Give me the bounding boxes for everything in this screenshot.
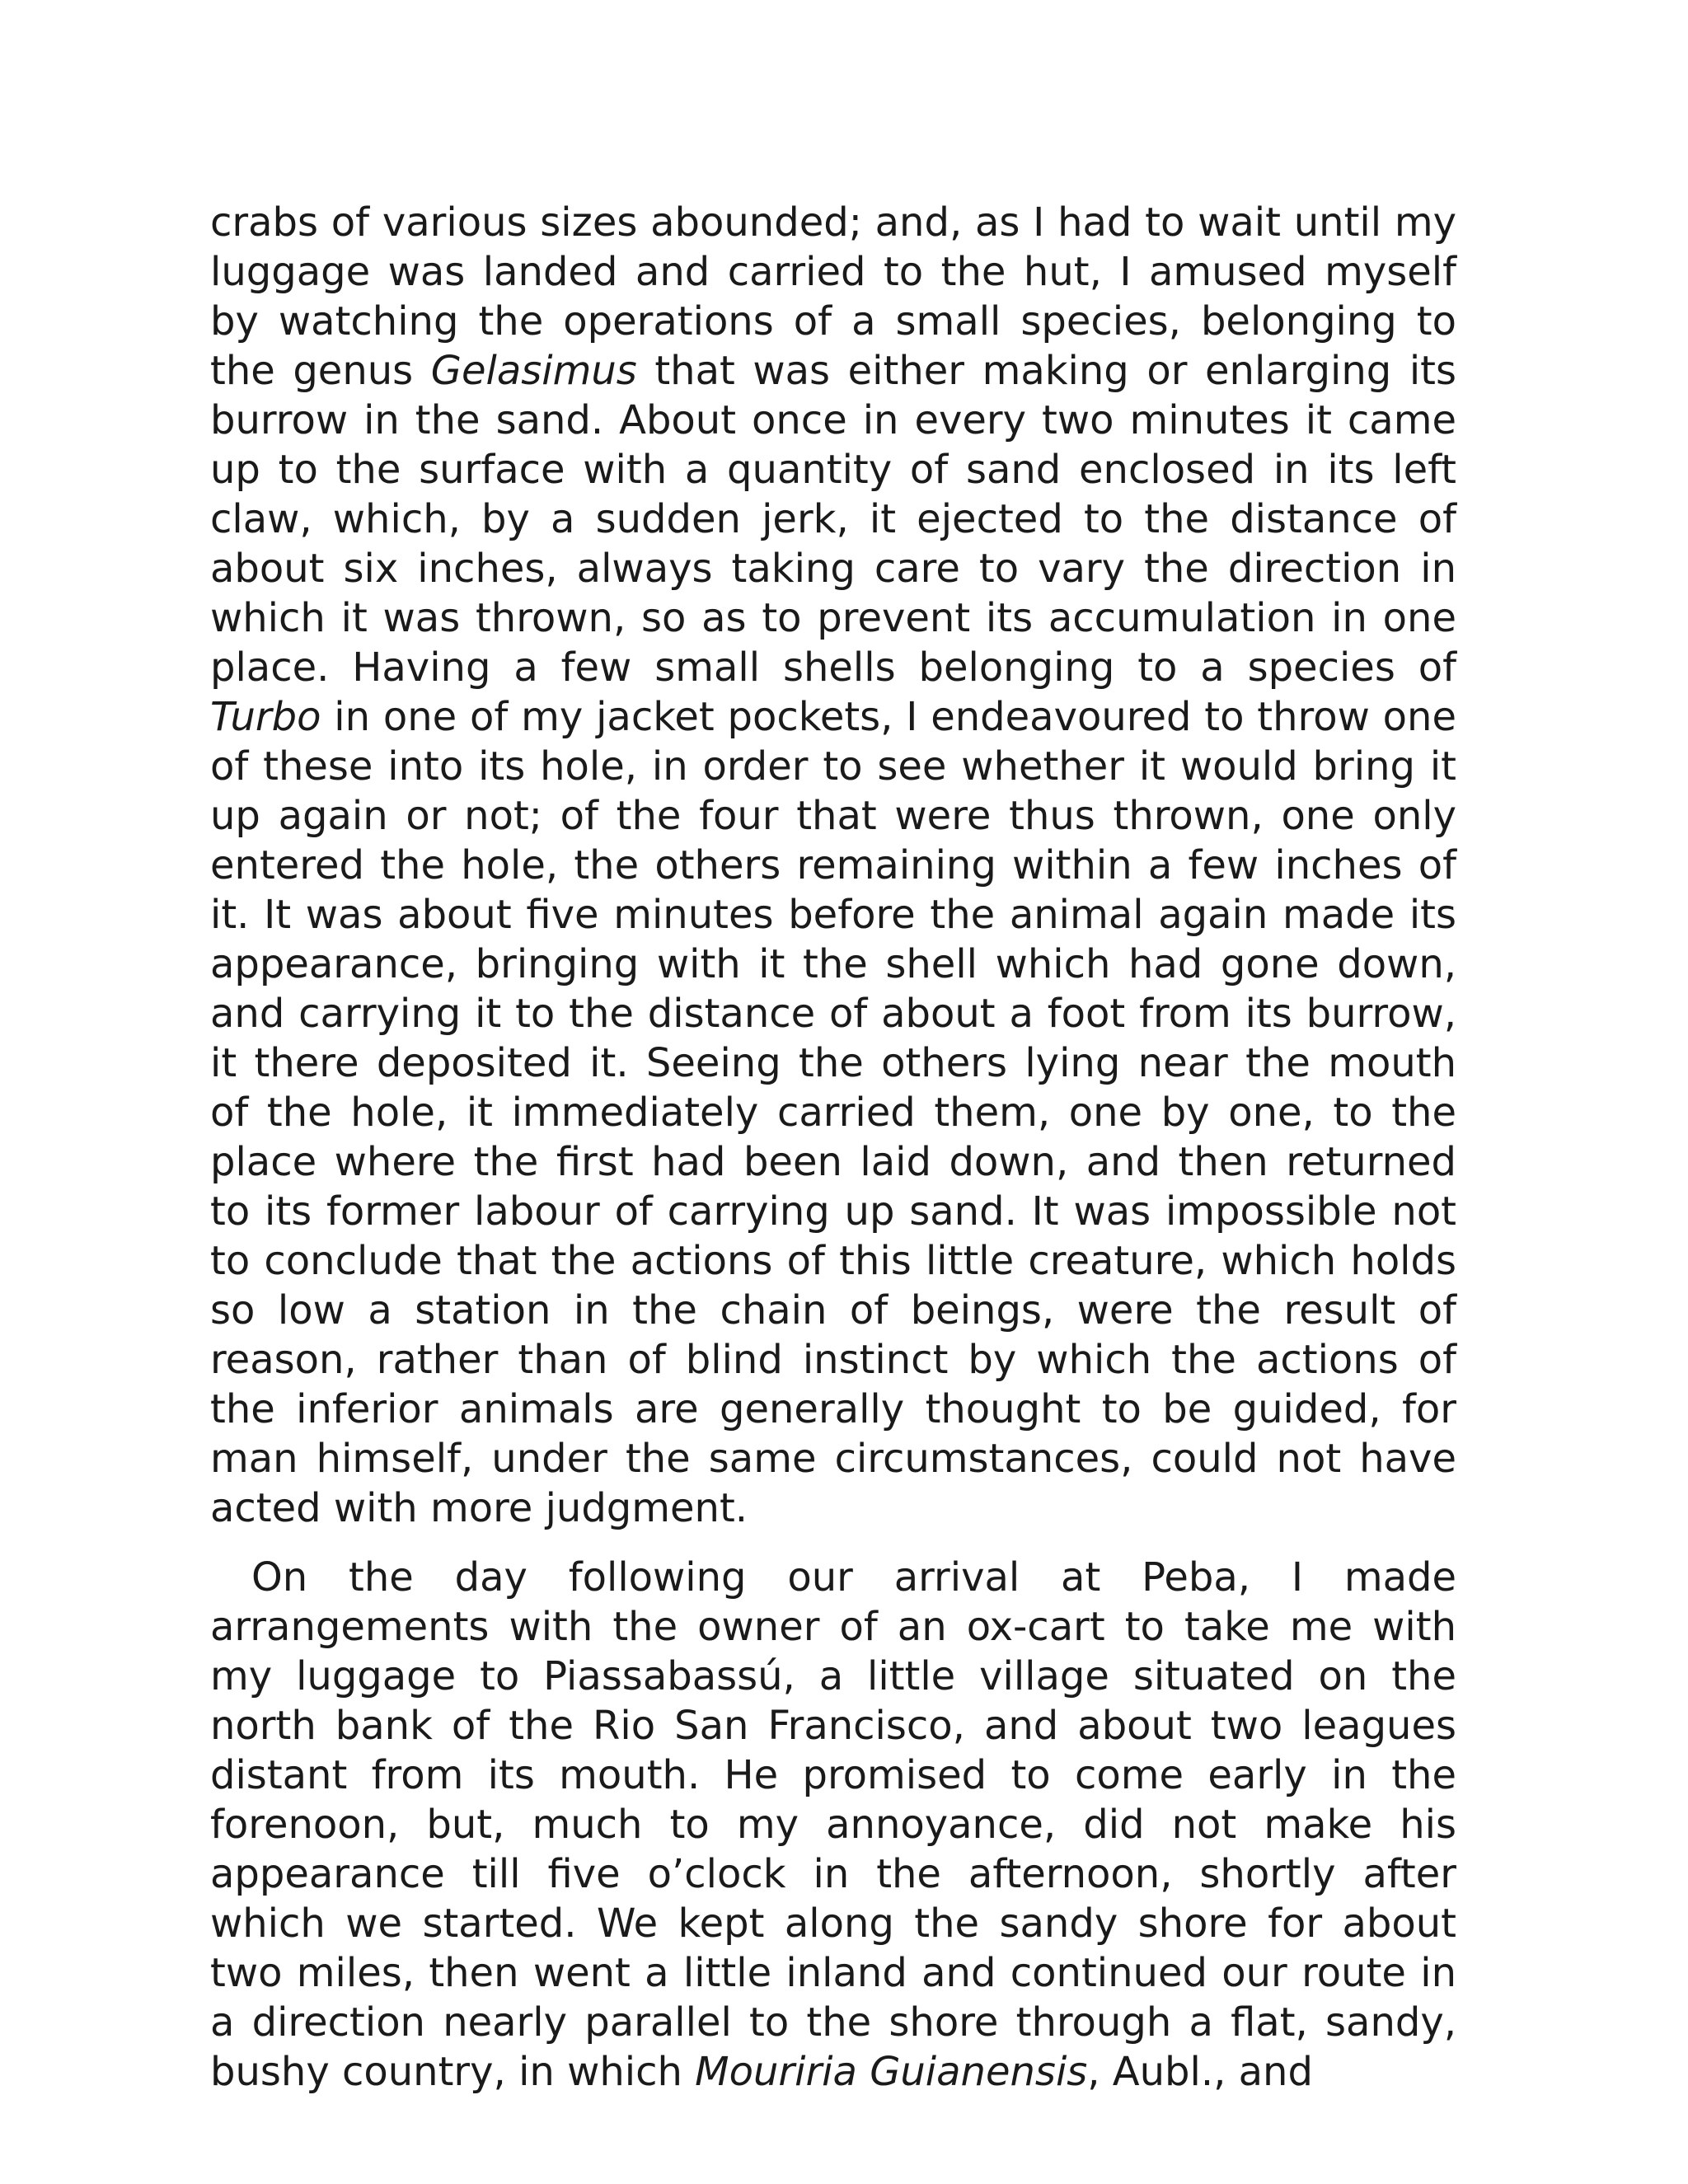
text-segment: that was either making or enlarging its burrow in the sand. About once in every two minutes it came up to the surface with a quantity of sand enclosed in its left claw, which, by a sudden jerk, it ejected to the distance of about six inches, always taking care to vary the direction in which it was thrown, so as to prevent its accumulation in one place. Having a few small shells belonging to a species of [210, 348, 1457, 691]
text-segment: crabs of various sizes abounded; and, as I had to wait until my luggage was landed and carried to the hut, I amused myself by watching the operations of a small species, belonging to the genus [210, 199, 1456, 394]
italic-species-name: Gelasimus [430, 348, 637, 394]
body-text [210, 198, 1456, 2097]
text-segment: in one of my jacket pockets, I endeavoured to throw one of these into its hole, in order to see whether it would bring it up again or not; of the four that were thus thrown, one only entered the hole, the others remaining within a few inches of it. It was about five minutes before the animal again made its appearance, bringing with it the shell which had gone down, and carrying it to the distance of about a foot from its burrow, it there deposited it. Seeing the others lying near the mouth of the hole, it immediately carried them, one by one, to the place where the first had been laid down, and then returned to its former labour of carrying up sand. It was impossible not to conclude that the actions of this little creature, which holds so low a station in the chain of beings, were the result of reason, rather than of blind instinct by which the actions of the inferior animals are generally thought to be guided, for man himself, under the same circumstances, could not have acted with more judgment. [210, 694, 1456, 1531]
text-segment: On the day following our arrival at Peba, I made arrangements with the owner of an ox-cart to take me with my luggage to Piassabassú, a little village situated on the north bank of the Rio San Francisco, and about two leagues distant from its mouth. He promised to come early in the forenoon, but, much to my annoyance, did not make his appearance till five o’clock in the afternoon, shortly after which we started. We kept along the sandy shore for about two miles, then went a little inland and continued our route in a direction nearly parallel to the shore through a flat, sandy, bushy country, in which [210, 1554, 1456, 2095]
italic-species-name: Turbo [210, 694, 321, 740]
italic-species-name: Mouriria Guianensis [695, 2049, 1088, 2095]
paragraph [210, 1553, 1456, 2097]
text-segment: , Aubl., and [1087, 2049, 1313, 2095]
paragraph [210, 198, 1456, 1533]
